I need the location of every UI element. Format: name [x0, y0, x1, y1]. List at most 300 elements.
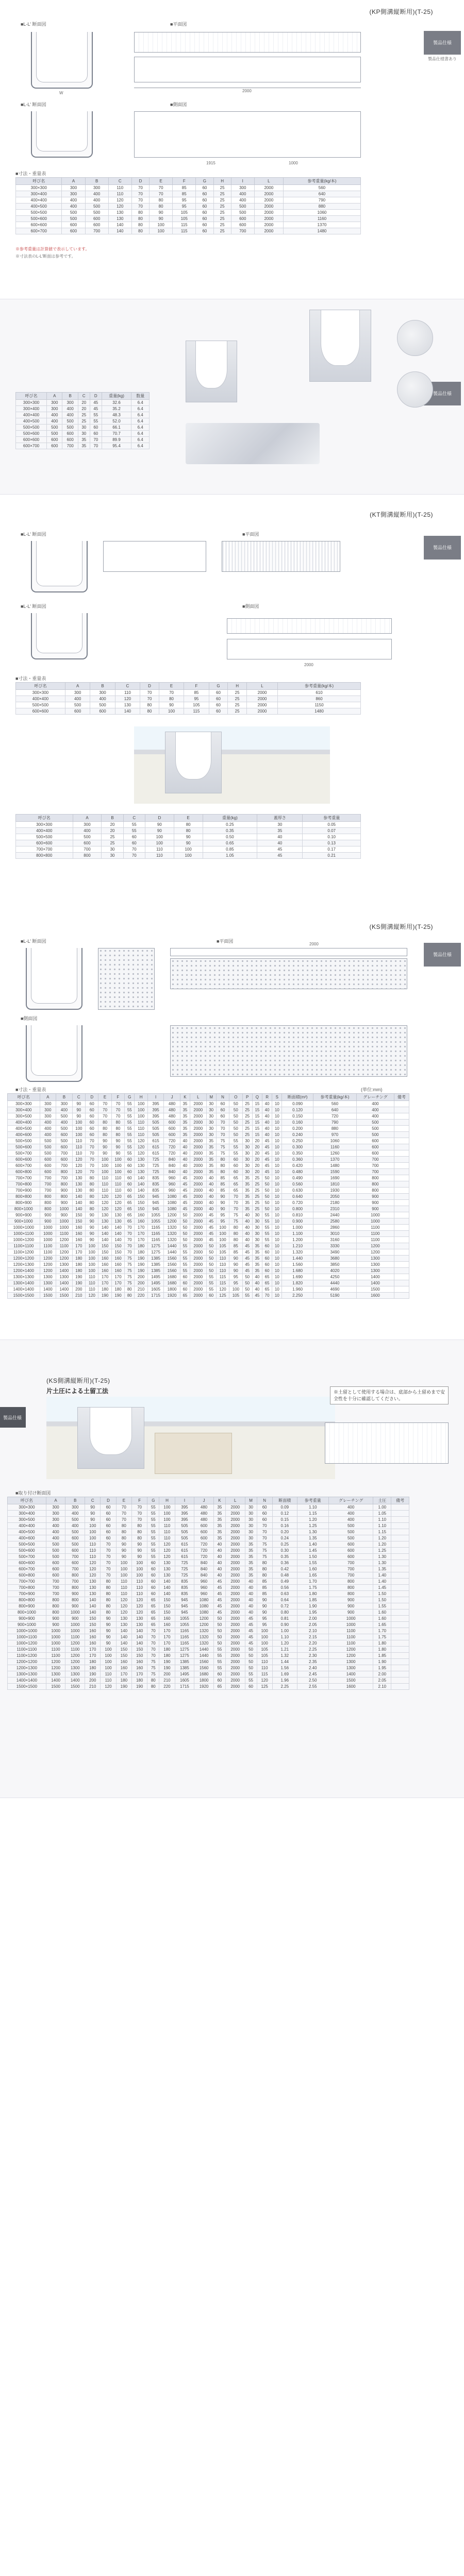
drawing-label: ■側面図 — [242, 604, 259, 609]
table-cell: 80 — [150, 204, 173, 210]
table-row — [8, 1548, 409, 1554]
table-cell: 0.56 — [272, 1585, 297, 1591]
table-cell — [391, 1529, 409, 1535]
table-cell: 180 — [111, 1286, 124, 1293]
table-cell: 40 — [206, 1206, 216, 1212]
table-cell: 0.09 — [272, 1504, 297, 1511]
table-cell: 85 — [229, 1249, 242, 1256]
drawing-label: ■L-L' 断面図 — [21, 102, 46, 107]
table-cell: 70 — [132, 1517, 147, 1523]
table-cell: 60 — [262, 1256, 272, 1262]
table-cell: 65 — [229, 1188, 242, 1194]
table-cell: 45 — [180, 1194, 190, 1200]
table-cell: 800 — [65, 1585, 85, 1591]
table-cell: 1.35 — [297, 1535, 328, 1541]
table-cell: 90 — [216, 1200, 229, 1206]
table-cell: 110 — [111, 1181, 124, 1188]
table-cell: 50 — [242, 1286, 252, 1293]
table-cell: 800 — [328, 1591, 373, 1597]
table-cell: 210 — [85, 1684, 101, 1690]
table-cell: 80 — [257, 1572, 272, 1579]
table-cell: 90 — [72, 1113, 85, 1120]
table-row — [8, 1101, 409, 1107]
side-tab[interactable]: 製品仕様 — [424, 31, 461, 55]
table-cell: 35 — [206, 1163, 216, 1169]
table-cell: 300×300 — [16, 690, 65, 696]
table-cell: 1100×1100 — [8, 1647, 46, 1653]
column-header: S — [272, 1094, 282, 1101]
table-cell: 1165 — [147, 1231, 164, 1237]
table-cell: 1320 — [194, 1640, 214, 1647]
table-cell: 30 — [245, 1517, 257, 1523]
table-cell: 35 — [242, 1188, 252, 1194]
table-cell: 0.30 — [272, 1548, 297, 1554]
table-cell: 2.50 — [297, 1677, 328, 1684]
table-cell: 80 — [132, 1535, 147, 1541]
table-row — [8, 1150, 409, 1157]
table-cell: 400×600 — [8, 1535, 46, 1541]
table-cell: 2000 — [190, 1212, 207, 1218]
table-cell: 4020 — [313, 1268, 356, 1274]
table-cell: 50 — [245, 1653, 257, 1659]
column-header: 呼び名 — [16, 393, 47, 400]
column-header: L — [254, 178, 283, 185]
table-cell: 400 — [46, 1535, 65, 1541]
table-cell: 110 — [86, 1286, 98, 1293]
table-cell: 140 — [116, 1634, 131, 1640]
table-cell: 80 — [147, 1677, 159, 1684]
table-cell: 10 — [272, 1126, 282, 1132]
table-cell: 1930 — [313, 1188, 356, 1194]
table-cell: 500 — [231, 204, 254, 210]
table-cell: 160 — [85, 1640, 101, 1647]
table-cell: 20 — [252, 1157, 262, 1163]
table-cell: 160 — [98, 1262, 111, 1268]
table-cell: 1560 — [194, 1659, 214, 1665]
table-cell: 2000 — [225, 1647, 245, 1653]
table-cell: 70 — [123, 846, 145, 853]
table-cell: 1.440 — [282, 1256, 313, 1262]
table-cell: 25 — [213, 228, 231, 234]
table-cell: 1.30 — [297, 1529, 328, 1535]
table-cell: 55 — [245, 1677, 257, 1684]
table-cell: 2000 — [225, 1523, 245, 1529]
table-cell: 110 — [116, 1591, 131, 1597]
table-cell: 120 — [135, 1144, 147, 1150]
table-cell — [394, 1262, 409, 1268]
table-cell: 45 — [213, 1585, 225, 1591]
table-cell: 1000×1200 — [8, 1237, 40, 1243]
table-cell: 2000 — [190, 1243, 207, 1249]
table-cell: 220 — [135, 1293, 147, 1299]
table-cell: 45 — [257, 846, 303, 853]
table-cell: 60 — [101, 1517, 116, 1523]
table-cell: 500 — [85, 210, 108, 216]
table-cell: 395 — [147, 1107, 164, 1113]
column-header: 呼び名 — [16, 815, 73, 822]
table-cell: 90 — [257, 1603, 272, 1609]
table-cell: 2000 — [225, 1585, 245, 1591]
table-cell: 2000 — [225, 1597, 245, 1603]
column-header: R — [262, 1094, 272, 1101]
table-cell: 80 — [150, 197, 173, 204]
table-cell: 500×500 — [16, 210, 62, 216]
table-cell: 800 — [46, 1603, 65, 1609]
column-header: D — [86, 1094, 98, 1101]
table-cell: 130 — [116, 1616, 131, 1622]
table-cell: 190 — [159, 1659, 175, 1665]
table-cell: 300×400 — [16, 406, 47, 412]
table-cell: 2.45 — [297, 1671, 328, 1677]
table-cell: 80 — [116, 1529, 131, 1535]
table-cell: 835 — [175, 1579, 194, 1585]
table-cell: 2440 — [313, 1212, 356, 1218]
table-cell: 1150 — [278, 702, 361, 708]
table-row — [8, 1274, 409, 1280]
table-cell: 170 — [132, 1671, 147, 1677]
table-cell: 0.48 — [272, 1572, 297, 1579]
column-header: 土圧 — [373, 1497, 391, 1504]
table-row — [8, 1144, 409, 1150]
table-cell: 1055 — [147, 1212, 164, 1218]
table-cell: 0.72 — [272, 1603, 297, 1609]
table-cell: 840 — [164, 1169, 180, 1175]
table-cell: 700 — [40, 1188, 56, 1194]
table-cell: 2000 — [190, 1181, 207, 1188]
table-cell: 700 — [46, 1591, 65, 1597]
table-cell: 10 — [272, 1268, 282, 1274]
table-cell: 40 — [213, 1572, 225, 1579]
table-cell: 120 — [159, 1554, 175, 1560]
table-cell: 110 — [135, 1132, 147, 1138]
column-header: C — [72, 1094, 85, 1101]
table-cell: 1320 — [194, 1634, 214, 1640]
table-cell: 1.90 — [373, 1659, 391, 1665]
table-cell: 300 — [90, 690, 115, 696]
table-cell: 10 — [272, 1101, 282, 1107]
table-cell: 0.120 — [282, 1107, 313, 1113]
table-cell: 4440 — [313, 1280, 356, 1286]
table-cell: 1100 — [40, 1243, 56, 1249]
table-row — [8, 1107, 409, 1113]
table-cell: 55 — [125, 1132, 135, 1138]
table-cell: 1.100 — [282, 1231, 313, 1237]
table-cell: 10 — [272, 1274, 282, 1280]
table-cell: 640 — [313, 1107, 356, 1113]
table-cell: 45 — [245, 1616, 257, 1622]
table-cell: 800×800 — [8, 1194, 40, 1200]
table-cell: 400×500 — [16, 204, 62, 210]
table-cell: 900 — [357, 1194, 394, 1200]
table-cell: 60 — [147, 1579, 159, 1585]
table-row — [16, 853, 361, 859]
table-row — [16, 840, 361, 846]
table-cell: 2000 — [190, 1120, 207, 1126]
table-cell — [394, 1280, 409, 1286]
table-cell: 400 — [73, 828, 102, 834]
table-cell: 110 — [145, 853, 174, 859]
table-cell: 10 — [272, 1175, 282, 1181]
table-cell: 190 — [72, 1280, 85, 1286]
table-cell: 40 — [262, 1126, 272, 1132]
dim-label: 2000 — [304, 663, 313, 667]
table-cell: 945 — [147, 1206, 164, 1212]
spec-table — [15, 814, 361, 859]
table-cell: 55 — [147, 1523, 159, 1529]
table-cell: 50 — [180, 1231, 190, 1237]
table-cell: 720 — [194, 1554, 214, 1560]
table-cell: 90 — [98, 1150, 111, 1157]
table-cell: 80 — [101, 1585, 116, 1591]
table-cell: 25 — [213, 222, 231, 228]
column-header: 参考重量 — [297, 1497, 328, 1504]
table-cell: 960 — [194, 1591, 214, 1597]
column-header: A — [47, 393, 62, 400]
table-cell: 0.65 — [203, 840, 257, 846]
table-cell: 1.00 — [272, 1628, 297, 1634]
table-cell: 1320 — [164, 1237, 180, 1243]
table-cell: 100 — [85, 1535, 101, 1541]
table-cell: 1100 — [357, 1225, 394, 1231]
table-cell: 70 — [98, 1101, 111, 1107]
table-cell: 1480 — [278, 708, 361, 715]
table-header-row — [16, 683, 361, 690]
table-cell: 500 — [56, 1113, 73, 1120]
table-cell: 0.560 — [282, 1181, 313, 1188]
table-cell: 70 — [229, 1206, 242, 1212]
table-cell: 180 — [159, 1653, 175, 1659]
column-header: H — [135, 1094, 147, 1101]
table-cell: 40 — [180, 1144, 190, 1150]
table-cell: 960 — [164, 1188, 180, 1194]
table-cell: 500 — [46, 1554, 65, 1560]
table-cell: 170 — [116, 1671, 131, 1677]
table-cell: 1.60 — [373, 1616, 391, 1622]
table-cell: 800 — [56, 1181, 73, 1188]
table-cell: 1300 — [40, 1280, 56, 1286]
table-cell: 1385 — [175, 1659, 194, 1665]
table-cell: 1200×1200 — [8, 1659, 46, 1665]
table-cell: 100 — [72, 1120, 85, 1126]
table-cell: 500×600 — [8, 1144, 40, 1150]
table-row — [8, 1243, 409, 1249]
table-cell: 1.21 — [272, 1647, 297, 1653]
table-cell: 50 — [206, 1268, 216, 1274]
table-cell: 60 — [180, 1286, 190, 1293]
table-cell: 1.60 — [373, 1609, 391, 1616]
table-cell — [394, 1163, 409, 1169]
table-cell: 40 — [252, 1286, 262, 1293]
table-cell: 1275 — [147, 1243, 164, 1249]
table-cell: 95 — [257, 1622, 272, 1628]
table-cell: 2.55 — [297, 1684, 328, 1690]
table-cell: 60 — [101, 1535, 116, 1541]
table-cell: 75 — [147, 1665, 159, 1671]
table-cell: 1.80 — [373, 1647, 391, 1653]
table-cell: 100 — [135, 1113, 147, 1120]
table-cell: 115 — [216, 1274, 229, 1280]
table-row — [8, 1504, 409, 1511]
column-header: L — [225, 1497, 245, 1504]
table-cell: 600 — [328, 1554, 373, 1560]
table-cell: 75 — [147, 1671, 159, 1677]
table-cell: 70 — [111, 1107, 124, 1113]
section-drawing — [31, 32, 93, 89]
table-cell: 15 — [252, 1126, 262, 1132]
table-cell: 480 — [164, 1101, 180, 1107]
table-cell: 90 — [150, 216, 173, 222]
table-cell: 1100×1100 — [8, 1243, 40, 1249]
table-cell: 70 — [86, 1157, 98, 1163]
table-cell: 60 — [206, 1293, 216, 1299]
table-cell: 70 — [147, 1653, 159, 1659]
table-cell: 115 — [257, 1671, 272, 1677]
table-cell: 80 — [257, 1566, 272, 1572]
table-cell: 0.200 — [282, 1126, 313, 1132]
table-cell: 55 — [206, 1280, 216, 1286]
table-cell: 600×700 — [8, 1163, 40, 1169]
table-cell: 100 — [86, 1262, 98, 1268]
table-cell: 80 — [229, 1231, 242, 1237]
table-cell: 50 — [262, 1200, 272, 1206]
table-cell: 1100 — [65, 1634, 85, 1640]
table-cell: 700×700 — [8, 1175, 40, 1181]
table-cell: 75 — [125, 1268, 135, 1274]
table-cell: 500 — [65, 1517, 85, 1523]
table-cell: 300 — [47, 406, 62, 412]
table-cell: 20 — [78, 406, 90, 412]
table-cell: 600 — [47, 437, 62, 443]
table-cell: 10 — [272, 1286, 282, 1293]
table-cell: 115 — [184, 708, 209, 715]
table-cell: 45 — [242, 1268, 252, 1274]
table-cell: 25 — [213, 204, 231, 210]
table-cell: 40 — [213, 1548, 225, 1554]
table-cell: 0.420 — [282, 1163, 313, 1169]
table-cell: 45 — [180, 1188, 190, 1194]
table-cell: 0.80 — [272, 1609, 297, 1616]
table-cell: 600 — [65, 1535, 85, 1541]
table-cell: 140 — [132, 1628, 147, 1634]
table-cell: 700 — [328, 1566, 373, 1572]
table-cell: 2000 — [190, 1200, 207, 1206]
table-row — [16, 702, 361, 708]
table-cell: 100 — [257, 1640, 272, 1647]
table-cell: 60 — [147, 1560, 159, 1566]
table-cell — [391, 1517, 409, 1523]
table-cell: 700×700 — [8, 1579, 46, 1585]
table-cell: 2000 — [225, 1579, 245, 1585]
table-cell: 400 — [46, 1529, 65, 1535]
table-cell: 1060 — [313, 1138, 356, 1144]
column-header: G — [209, 683, 228, 690]
table-cell: 60 — [216, 1101, 229, 1107]
table-row — [16, 822, 361, 828]
column-header: B — [85, 178, 108, 185]
table-cell: 25 — [242, 1101, 252, 1107]
table-cell: 300×400 — [16, 191, 62, 197]
table-row — [8, 1597, 409, 1603]
table-cell: 500×700 — [8, 1554, 46, 1560]
table-cell: 300 — [40, 1101, 56, 1107]
table-cell: 90 — [101, 1622, 116, 1628]
table-title: ■取り付け断面図 — [15, 1490, 51, 1496]
table-cell: 835 — [147, 1188, 164, 1194]
table-cell: 110 — [116, 1579, 131, 1585]
table-cell: 50 — [180, 1237, 190, 1243]
side-tab[interactable]: 製品仕様 — [424, 536, 461, 560]
table-cell: 60 — [101, 1504, 116, 1511]
table-cell: 800 — [56, 1169, 73, 1175]
table-row — [8, 1566, 409, 1572]
table-cell: 300 — [73, 822, 102, 828]
table-cell: 40 — [245, 1603, 257, 1609]
table-cell: 65 — [147, 1597, 159, 1603]
table-cell: 1400 — [357, 1274, 394, 1280]
table-cell: 1300 — [328, 1665, 373, 1671]
table-cell: 2000 — [190, 1188, 207, 1194]
table-cell: 10 — [272, 1200, 282, 1206]
table-cell: 500 — [231, 210, 254, 216]
table-row — [8, 1249, 409, 1256]
table-row — [8, 1157, 409, 1163]
table-cell: 35 — [245, 1560, 257, 1566]
table-cell: 0.17 — [303, 846, 361, 853]
table-cell: 55 — [147, 1511, 159, 1517]
table-cell: 120 — [86, 1293, 98, 1299]
side-label: 製品仕様 — [0, 1407, 26, 1428]
table-cell: 70 — [131, 185, 149, 191]
table-cell: 110 — [257, 1659, 272, 1665]
table-cell: 70 — [125, 1249, 135, 1256]
table-cell — [391, 1628, 409, 1634]
table-cell — [391, 1616, 409, 1622]
table-cell: 25 — [102, 834, 123, 840]
table-cell: 2.25 — [297, 1647, 328, 1653]
table-cell: 300×300 — [8, 1101, 40, 1107]
table-cell: 1.35 — [373, 1566, 391, 1572]
table-cell: 400×400 — [16, 828, 73, 834]
table-row — [8, 1684, 409, 1690]
table-cell: 0.900 — [282, 1218, 313, 1225]
table-cell: 60 — [86, 1126, 98, 1132]
table-cell: 600 — [194, 1523, 214, 1529]
table-cell: 1.44 — [272, 1659, 297, 1665]
table-cell: 30 — [252, 1237, 262, 1243]
table-cell: 1810 — [313, 1181, 356, 1188]
table-row — [8, 1293, 409, 1299]
side-tab[interactable]: 製品仕様 — [424, 943, 461, 967]
table-cell: 2000 — [190, 1157, 207, 1163]
table-cell: 300 — [65, 690, 90, 696]
table-cell: 180 — [132, 1677, 147, 1684]
table-cell: 1000 — [65, 1609, 85, 1616]
table-cell: 2000 — [225, 1560, 245, 1566]
table-cell: 60 — [196, 191, 213, 197]
table-cell: 35 — [252, 1249, 262, 1256]
table-cell: 130 — [132, 1616, 147, 1622]
table-cell: 800 — [40, 1200, 56, 1206]
table-cell: 900 — [65, 1591, 85, 1597]
table-cell: 400 — [40, 1126, 56, 1132]
side-tab[interactable]: 製品仕様 — [424, 382, 461, 405]
table-cell: 60 — [229, 1169, 242, 1175]
table-cell: 80 — [131, 216, 149, 222]
table-cell: 130 — [72, 1181, 85, 1188]
table-cell: 35 — [245, 1548, 257, 1554]
table-cell — [394, 1249, 409, 1256]
table-cell — [391, 1566, 409, 1572]
